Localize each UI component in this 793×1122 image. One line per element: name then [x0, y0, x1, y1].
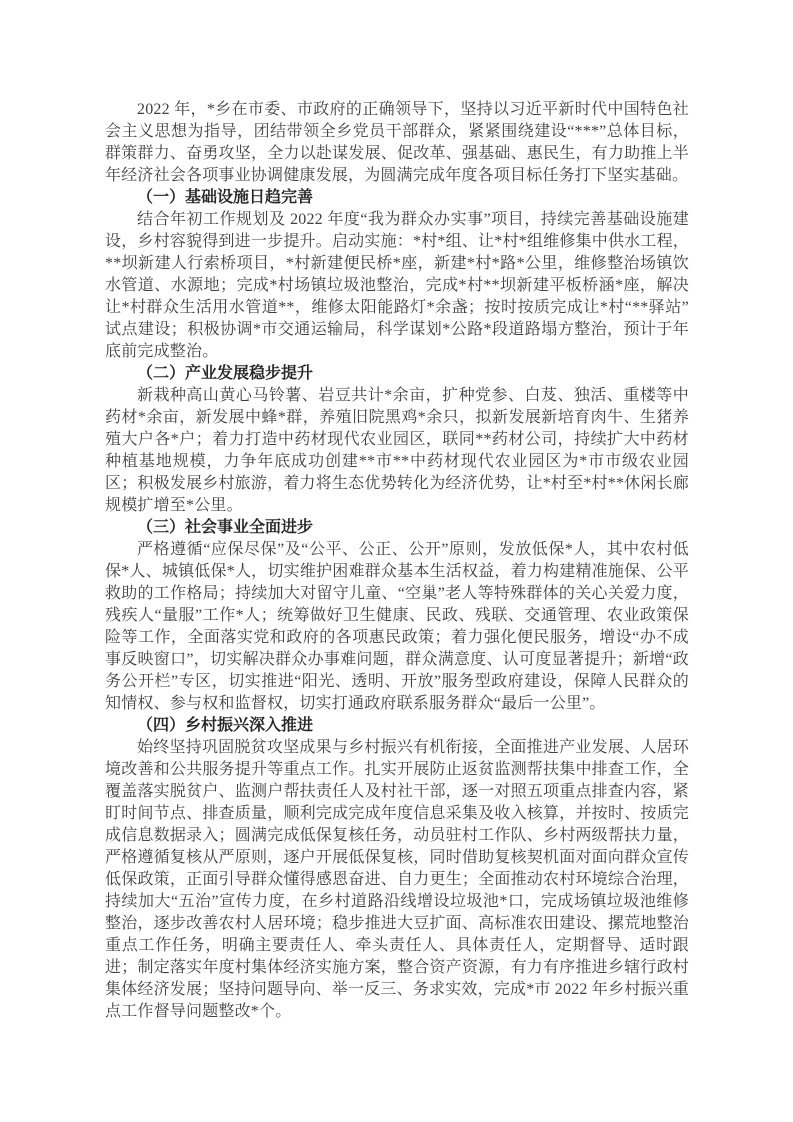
section-2-heading: （二）产业发展稳步提升	[137, 365, 314, 382]
section-3-body: 严格遵循“应保尽保”及“公平、公正、公开”原则，发放低保*人，其中农村低保*人、城镇低保*人，切实维护困难群众基本生活权益，着力构建精准施保、公平救助的工作格局；持续加大对留守儿童、“空巢”老人等特殊群体的关心关爱力度，残疾人“量服”工作*人；统筹做好卫生健康、民政、残联、交通管理、农业政策保险等工作，全面落实党和政府的各项惠民政策；着力强化便民服务，增设“办不成事反映窗口”，切实解决群众办事难问题，群众满意度、认可度显著提升；新增“政务公开栏”专区，切实推进“阳光、透明、开放”服务型政府建设，保障人民群众的知情权、参与权和监督权，切实打通政府联系服务群众“最后一公里”。	[105, 541, 689, 712]
section-4-heading: （四）乡村振兴深入推进	[137, 717, 314, 734]
section-3-heading: （三）社会事业全面进步	[137, 519, 314, 536]
section-1-heading: （一）基础设施日趋完善	[137, 189, 314, 206]
intro-paragraph: 2022 年，*乡在市委、市政府的正确领导下，坚持以习近平新时代中国特色社会主义思想为指导，团结带领全乡党员干部群众，紧紧围绕建设“***”总体目标，群策群力、奋勇攻坚，全力以赴谋发展、促改革、强基础、惠民生，有力助推上半年经济社会各项事业协调健康发展，为圆满完成年度各项目标任务打下坚实基础。	[105, 101, 689, 184]
section-4-body: 始终坚持巩固脱贫攻坚成果与乡村振兴有机衔接，全面推进产业发展、人居环境改善和公共服务提升等重点工作。扎实开展防止返贫监测帮扶集中排查工作，全覆盖落实脱贫户、监测户帮扶责任人及村社干部，逐一对照五项重点排查内容，紧盯时间节点、排查质量，顺利完成完成年度信息采集及收入核算，并按时、按质完成信息数据录入；圆满完成低保复核任务，动员驻村工作队、乡村两级帮扶力量，严格遵循复核从严原则，逐户开展低保复核，同时借助复核契机面对面向群众宣传低保政策，正面引导群众懂得感恩奋进、自力更生；全面推动农村环境综合治理，持续加大“五治”宣传力度，在乡村道路沿线增设垃圾池*口，完成场镇垃圾池维修整治，逐步改善农村人居环境；稳步推进大豆扩面、高标准农田建设、摞荒地整治重点工作任务，明确主要责任人、牵头责任人、具体责任人，定期督导、适时跟进；制定落实年度村集体经济实施方案，整合资产资源，有力有序推进乡辖行政村集体经济发展；坚持问题导向、举一反三、务求实效，完成*市 2022 年乡村振兴重点工作督导问题整改*个。	[105, 739, 690, 1020]
section-1-body: 结合年初工作规划及 2022 年度“我为群众办实事”项目，持续完善基础设施建设，乡村容貌得到进一步提升。启动实施：*村*组、让*村*组维修集中供水工程，**坝新建人行索桥项目，*村新建便民桥*座，新建*村*路*公里，维修整治场镇饮水管道、水源地；完成*村场镇垃圾池整治，完成*村**坝新建平板桥涵*座，解决让*村群众生活用水管道**，维修太阳能路灯*余盏；按时按质完成让*村“**驿站”试点建设；积极协调*市交通运输局，科学谋划*公路*段道路塌方整治，预计于年底前完成整治。	[105, 211, 689, 360]
section-2-body: 新栽种高山黄心马铃薯、岩豆共计*余亩，扩种党参、白芨、独活、重楼等中药材*余亩，新发展中蜂*群，养殖旧院黑鸡*余只，拟新发展新培育肉牛、生猪养殖大户各*户；着力打造中药材现代农业园区，联同**药材公司，持续扩大中药材种植基地规模，力争年底成功创建**市**中药材现代农业园区为*市市级农业园区；积极发展乡村旅游，着力将生态优势转化为经济优势，让*村至*村**休闲长廊规模扩增至*公里。	[105, 387, 689, 514]
